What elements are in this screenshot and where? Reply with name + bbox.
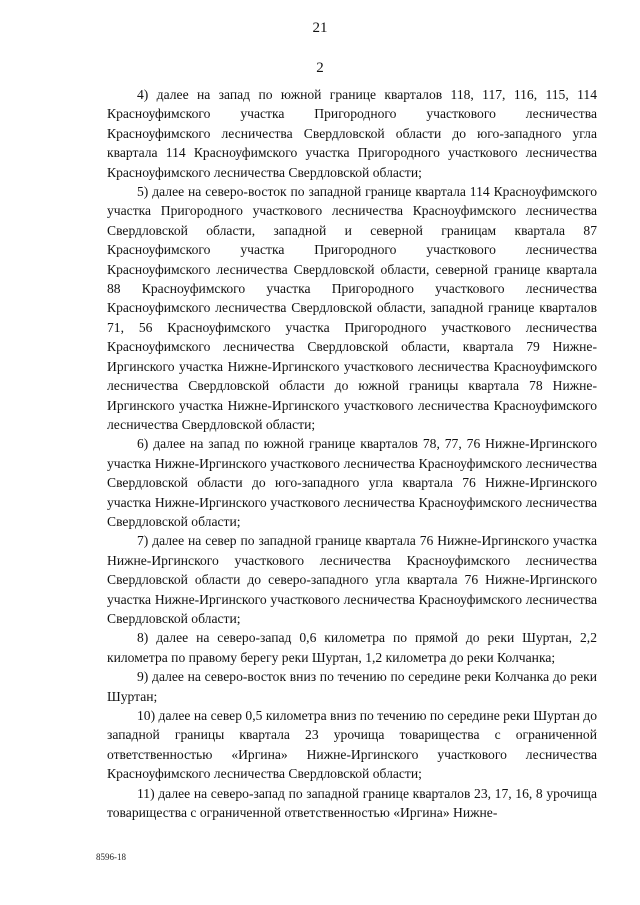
paragraph-6: 6) далее на запад по южной границе кварталов 78, 77, 76 Нижне-Иргинского участка Нижне-Иргинского участкового лесничества Красноуфимского лесничества Свердловской области до юго-западного угла квартала 76 Нижне-Иргинского участка Нижне-Иргинского участкового лесничества Красноуфимского лесничества Свердловской области; bbox=[107, 436, 597, 529]
document-code: 8596-18 bbox=[96, 852, 126, 862]
inner-page-number: 2 bbox=[316, 60, 324, 76]
paragraph-11: 11) далее на северо-запад по западной границе кварталов 23, 17, 16, 8 урочища товарищества с ограниченной ответственностью «Иргина» Нижне- bbox=[107, 785, 597, 821]
document-body bbox=[107, 85, 597, 822]
paragraph-5: 5) далее на северо-восток по западной границе квартала 114 Красноуфимского участка Пригородного участкового лесничества Красноуфимского лесничества Свердловской области, западной и северной границам квартала 87 Красноуфимского участка Пригородного участкового лесничества Красноуфимского лесничества Свердловской области, северной границе квартала 88 Красноуфимского участка Пригородного участкового лесничества Красноуфимского лесничества Свердловской области, западной границе кварталов 71, 56 Красноуфимского участка Пригородного участкового лесничества Красноуфимского лесничества Свердловской области, квартала 79 Нижне-Иргинского участка Нижне-Иргинского участкового лесничества Красноуфимского лесничества Свердловской области до южной границы квартала 78 Нижне-Иргинского участка Нижне-Иргинского участкового лесничества Красноуфимского лесничества Свердловской области; bbox=[107, 184, 597, 432]
outer-page-number: 21 bbox=[312, 20, 328, 36]
paragraph-9: 9) далее на северо-восток вниз по течению по середине реки Колчанка до реки Шуртан; bbox=[107, 669, 597, 704]
paragraph-4: 4) далее на запад по южной границе кварталов 118, 117, 116, 115, 114 Красноуфимского участка Пригородного участкового лесничества Красноуфимского лесничества Свердловской области до юго-западного угла квартала 114 Красноуфимского участка Пригородного участкового лесничества Красноуфимского лесничества Свердловской области; bbox=[107, 87, 597, 180]
paragraph-7: 7) далее на север по западной границе квартала 76 Нижне-Иргинского участка Нижне-Иргинского участкового лесничества Красноуфимского лесничества Свердловской области до северо-западного угла квартала 76 Нижне-Иргинского участка Нижне-Иргинского участкового лесничества Красноуфимского лесничества Свердловской области; bbox=[107, 533, 597, 626]
paragraph-8: 8) далее на северо-запад 0,6 километра по прямой до реки Шуртан, 2,2 километра по правому берегу реки Шуртан, 1,2 километра до реки Колчанка; bbox=[107, 630, 597, 665]
paragraph-10: 10) далее на север 0,5 километра вниз по течению по середине реки Шуртан до западной границы квартала 23 урочища товарищества с ограниченной ответственностью «Иргина» Нижне-Иргинского участкового лесничества Красноуфимского лесничества Свердловской области; bbox=[107, 708, 597, 782]
